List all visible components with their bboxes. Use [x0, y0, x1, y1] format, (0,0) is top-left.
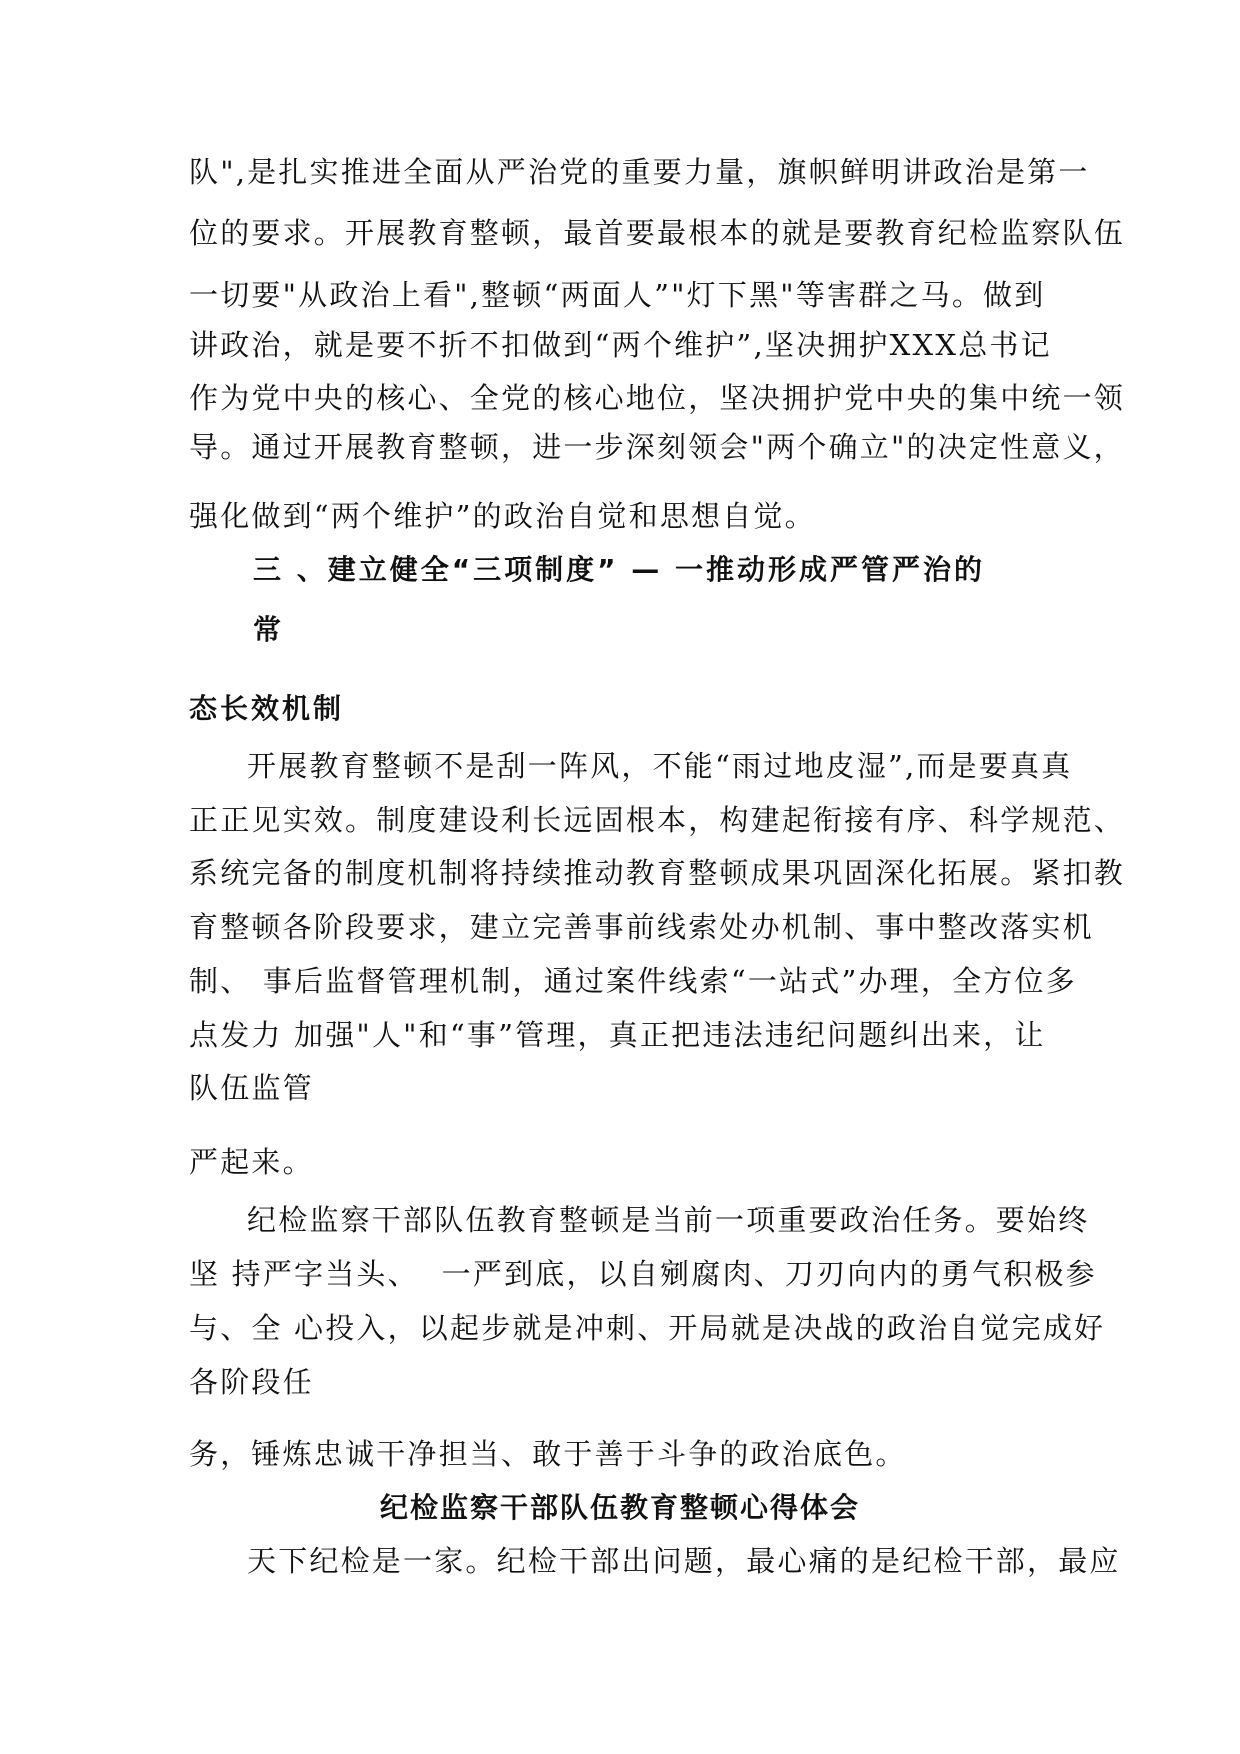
para3-line-1: 纪检监察干部队伍教育整顿是当前一项重要政治任务。要始终 [247, 1203, 1090, 1237]
para1-line-2: 位的要求。开展教育整顿，最首要最根本的就是要教育纪检监察队伍 [189, 216, 1126, 250]
para2-line-1: 开展教育整顿不是刮一阵风，不能“雨过地皮湿”,而是要真真 [247, 749, 1073, 783]
section3-heading-line-2: 常 [253, 613, 285, 646]
para4-line-1: 天下纪检是一家。纪检干部出问题，最心痛的是纪检干部，最应 [247, 1544, 1121, 1578]
para2-line-4: 育整顿各阶段要求，建立完善事前线索处办机制、事中整改落实机 [189, 910, 1094, 944]
para1-line-3: 一切要"从政治上看",整顿“两面人”"灯下黑"等害群之马。做到 [189, 278, 1046, 312]
para2-line-6: 点发力 加强"人"和“事”管理，真正把违法违纪问题纠出来，让 [189, 1018, 1046, 1052]
para1-line-5: 作为党中央的核心、全党的核心地位，坚决拥护党中央的集中统一领 [189, 381, 1126, 415]
para3-line-3: 与、全 心投入，以起步就是冲刺、开局就是决战的政治自觉完成好 [189, 1311, 1106, 1345]
para2-line-7: 队伍监管 [189, 1071, 314, 1105]
para3-line-5: 务，锤炼忠诚干净担当、敢于善于斗争的政治底色。 [189, 1437, 907, 1471]
para1-line-4: 讲政治，就是要不折不扣做到“两个维护”,坚决拥护XXX总书记 [189, 328, 1052, 362]
para2-line-5: 制、 事后监督管理机制，通过案件线索“一站式”办理，全方位多 [189, 964, 1077, 998]
para1-line-6: 导。通过开展教育整顿，进一步深刻领会"两个确立"的决定性意义， [189, 430, 1125, 464]
article-title: 纪检监察干部队伍教育整顿心得体会 [380, 1491, 861, 1524]
para1-line-7: 强化做到“两个维护”的政治自觉和思想自觉。 [189, 499, 816, 533]
para2-line-2: 正正见实效。制度建设利长远固根本，构建起衔接有序、科学规范、 [189, 803, 1126, 837]
para1-line-1: 队",是扎实推进全面从严治党的重要力量，旗帜鲜明讲政治是第一 [189, 155, 1090, 189]
para2-line-3: 系统完备的制度机制将持续推动教育整顿成果巩固深化拓展。紧扣教 [189, 856, 1126, 890]
para2-line-8: 严起来。 [189, 1145, 314, 1179]
para3-line-2: 坚 持严字当头、 一严到底，以自剜腐肉、刀刃向内的勇气积极参 [189, 1257, 1097, 1291]
section3-heading-line-1: 三 、建立健全“三项制度” — 一推动形成严管严治的 [253, 553, 986, 586]
section3-heading-line-3: 态长效机制 [189, 692, 345, 725]
para3-line-4: 各阶段任 [189, 1365, 314, 1399]
